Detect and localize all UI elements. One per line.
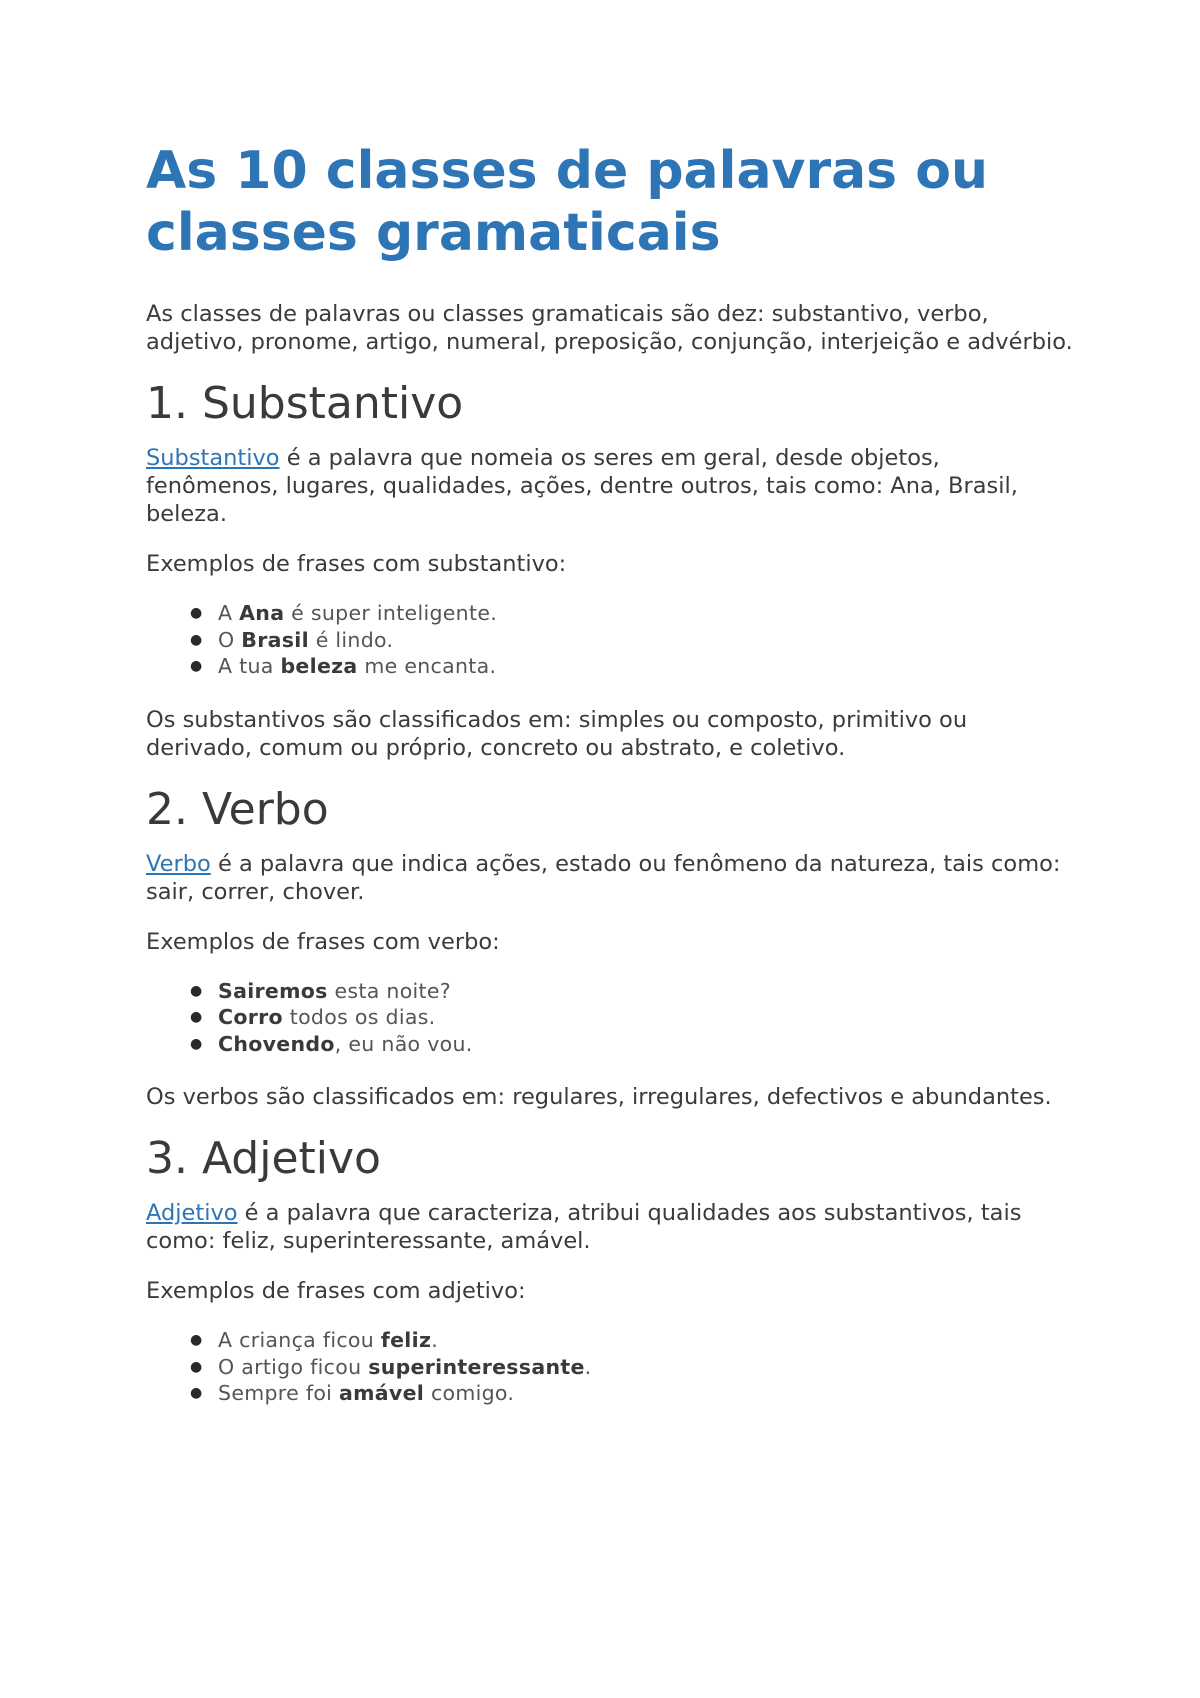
bullet-icon: ● <box>190 1385 203 1401</box>
classification-paragraph: Os substantivos são classificados em: simples ou composto, primitivo ou derivado, comum ou próprio, concreto ou abstrato, e coletivo. <box>146 706 968 761</box>
list-item <box>190 1031 1076 1058</box>
list-item <box>190 1004 1076 1031</box>
examples-list <box>146 978 1076 1058</box>
example-text: . <box>431 1328 439 1352</box>
example-text: . <box>584 1354 592 1379</box>
examples-list <box>146 1327 1076 1407</box>
bullet-icon: ● <box>190 605 203 621</box>
bullet-icon: ● <box>190 631 203 648</box>
section-verbo <box>146 784 1076 1112</box>
example-keyword: Ana <box>239 601 285 625</box>
definition-paragraph <box>146 850 1076 906</box>
example-text: comigo. <box>424 1381 515 1405</box>
examples-label: Exemplos de frases com adjetivo: <box>146 1278 526 1304</box>
example-text: , eu não vou. <box>334 1031 473 1056</box>
example-keyword: amável <box>339 1381 425 1405</box>
bullet-icon: ● <box>190 1035 203 1052</box>
example-text: todos os dias. <box>282 1005 436 1029</box>
example-text: me encanta. <box>357 654 497 678</box>
section-heading: 3. Adjetivo <box>146 1133 381 1184</box>
bullet-icon: ● <box>190 1009 203 1025</box>
example-text: esta noite? <box>327 978 451 1003</box>
example-text: O artigo ficou <box>218 1354 369 1379</box>
definition-paragraph <box>146 1199 1076 1255</box>
definition-text: é a palavra que indica ações, estado ou fenômeno da natureza, tais como: sair, correr, chover. <box>146 850 1061 905</box>
example-keyword: Chovendo <box>218 1031 335 1056</box>
examples-label: Exemplos de frases com substantivo: <box>146 551 567 577</box>
example-text: A criança ficou <box>218 1328 381 1352</box>
section-heading: 2. Verbo <box>146 783 329 835</box>
list-item <box>190 653 1076 680</box>
example-text: é lindo. <box>308 627 394 652</box>
adjetivo-link[interactable]: Adjetivo <box>146 1200 238 1226</box>
example-text: Sempre foi <box>218 1381 339 1405</box>
classification-paragraph: Os verbos são classificados em: regulares, irregulares, defectivos e abundantes. <box>146 1084 1052 1110</box>
example-text: A tua <box>218 654 281 678</box>
bullet-icon: ● <box>190 1358 203 1375</box>
section-substantivo <box>146 378 1076 762</box>
example-text: é super inteligente. <box>284 601 498 625</box>
bullet-icon: ● <box>190 1332 203 1348</box>
list-item <box>190 1327 1076 1354</box>
example-keyword: superinteressante <box>368 1354 585 1379</box>
example-keyword: Sairemos <box>218 978 328 1003</box>
list-item <box>190 1380 1076 1407</box>
example-keyword: Corro <box>218 1005 283 1029</box>
list-item <box>190 600 1076 627</box>
document-page <box>146 140 1076 1433</box>
bullet-icon: ● <box>190 658 203 674</box>
section-heading: 1. Substantivo <box>146 378 464 429</box>
example-keyword: feliz <box>380 1328 432 1352</box>
list-item <box>190 978 1076 1005</box>
examples-label: Exemplos de frases com verbo: <box>146 928 500 955</box>
intro-paragraph: As classes de palavras ou classes gramaticais são dez: substantivo, verbo, adjetivo, pronome, artigo, numeral, preposição, conjunção, interjeição e advérbio. <box>146 301 1073 355</box>
example-text: A <box>218 601 240 625</box>
list-item <box>190 1354 1076 1381</box>
verbo-link[interactable]: Verbo <box>146 850 211 877</box>
section-adjetivo <box>146 1133 1076 1407</box>
substantivo-link[interactable]: Substantivo <box>146 445 280 471</box>
definition-text: é a palavra que nomeia os seres em geral, desde objetos, fenômenos, lugares, qualidades, ações, dentre outros, tais como: Ana, Brasil, beleza. <box>146 445 1018 527</box>
definition-text: é a palavra que caracteriza, atribui qualidades aos substantivos, tais como: feliz, superinteressante, amável. <box>146 1200 1022 1254</box>
example-keyword: Brasil <box>241 627 309 652</box>
example-keyword: beleza <box>280 654 358 678</box>
list-item <box>190 627 1076 654</box>
examples-list <box>146 600 1076 680</box>
document-title: As 10 classes de palavras ou classes gramaticais <box>146 141 988 263</box>
definition-paragraph <box>146 444 1076 528</box>
bullet-icon: ● <box>190 982 203 999</box>
example-text: O <box>218 627 242 652</box>
